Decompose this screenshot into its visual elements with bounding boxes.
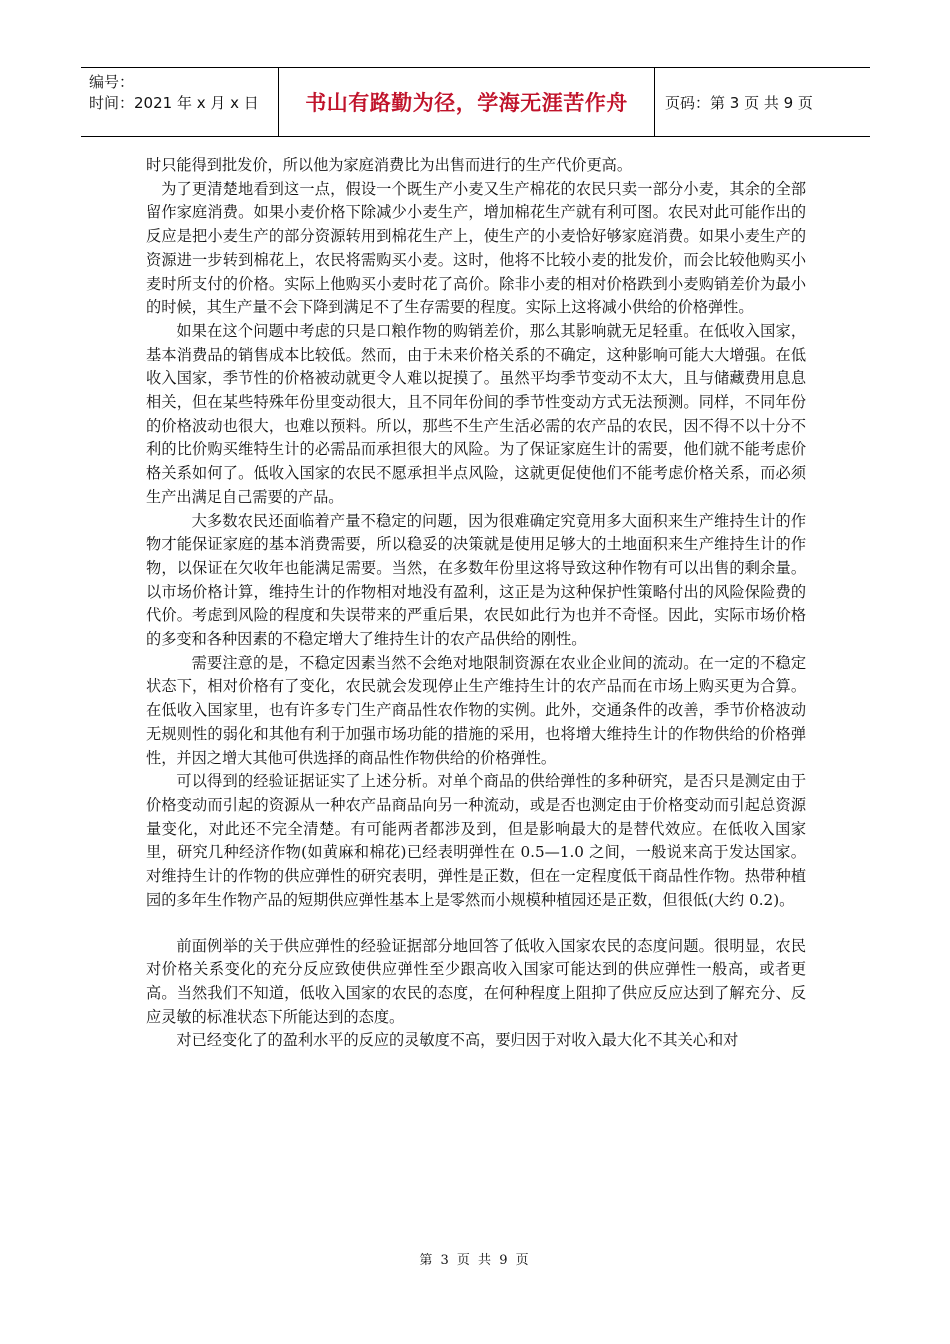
document-number-label: 编号： <box>89 73 135 91</box>
paragraph: 可以得到的经验证据证实了上述分析。对单个商品的供给弹性的多种研究，是否只是测定由于价格变动而引起的资源从一种农产品商品向另一种流动，或是否也测定由于价格变动而引起总资源量变化，对此还不完全清楚。有可能两者都涉及到，但是影响最大的是替代效应。在低收入国家里，研究几种经济作物(如黄麻和棉花)已经表明弹性在 0.5—1.0 之间，一般说来高于发达国家。对维持生计的作物的供应弹性的研究表明，弹性是正数，但在一定程度低干商品性作物。热带种植园的多年生作物产品的短期供应弹性基本上是零然而小规模种植园还是正数，但很低(大约 0.2)。 <box>146 772 806 909</box>
page-header <box>81 67 870 137</box>
paragraph: 对已经变化了的盈利水平的反应的灵敏度不高，要归因于对收入最大化不其关心和对 <box>176 1031 739 1050</box>
header-meta <box>81 68 279 136</box>
paragraph: 需要注意的是，不稳定因素当然不会绝对地限制资源在农业企业间的流动。在一定的不稳定状态下，相对价格有了变化，农民就会发现停止生产维持生计的农产品而在市场上购买更为合算。在低收入国家里，也有许多专门生产商品性农作物的实例。此外，交通条件的改善，季节价格波动无规则性的弱化和其他有利于加强市场功能的措施的采用，也将增大维持生计的作物供给的价格弹性，并因之增大其他可供选择的商品性作物供给的价格弹性。 <box>146 653 806 767</box>
paragraph: 前面例举的关于供应弹性的经验证据部分地回答了低收入国家农民的态度问题。很明显，农民对价格关系变化的充分反应致使供应弹性至少跟高收入国家可能达到的供应弹性一般高，或者更高。当然我们不知道，低收入国家的农民的态度，在何种程度上阻抑了供应反应达到了解充分、反应灵敏的标准状态下所能达到的态度。 <box>146 936 806 1026</box>
paragraph: 大多数农民还面临着产量不稳定的问题，因为很难确定究竟用多大面积来生产维持生计的作物才能保证家庭的基本消费需要，所以稳妥的决策就是使用足够大的土地面积来生产维持生计的作物，以保证在欠收年也能满足需要。当然，在多数年份里这将导致这种作物有可以出售的剩余量。以市场价格计算，维持生计的作物相对地没有盈利，这正是为这种保护性策略付出的风险保险费的代价。考虑到风险的程度和失误带来的严重后果，农民如此行为也并不奇怪。因此，实际市场价格的多变和各种因素的不稳定增大了维持生计的农产品供给的刚性。 <box>146 511 806 649</box>
paragraph: 时只能得到批发价，所以他为家庭消费比为出售而进行的生产代价更高。 <box>146 156 632 174</box>
document-date: 时间：2021 年 x 月 x 日 <box>89 94 259 112</box>
header-page-info: 页码：第 3 页 共 9 页 <box>665 93 813 112</box>
paragraph: 如果在这个问题中考虑的只是口粮作物的购销差价，那么其影响就无足轻重。在低收入国家，基本消费品的销售成本比较低。然而，由于未来价格关系的不确定，这种影响可能大大增强。在低收入国家，季节性的价格被动就更令人难以捉摸了。虽然平均季节变动不太大，且与储藏费用息息相关，但在某些特殊年份里变动很大，且不同年份间的季节性变动方式无法预测。同样，不同年份的价格波动也很大，也难以预料。所以，那些不生产生活必需的农产品的农民，因不得不以十分不利的比价购买维特生计的必需品而承担很大的风险。为了保证家庭生计的需要，他们就不能考虑价格关系如何了。低收入国家的农民不愿承担半点风险，这就更促使他们不能考虑价格关系，而必须生产出满足自己需要的产品。 <box>146 321 806 506</box>
paragraph: 为了更清楚地看到这一点，假设一个既生产小麦又生产棉花的农民只卖一部分小麦，其余的全部留作家庭消费。如果小麦价格下除减少小麦生产，增加棉花生产就有利可图。农民对此可能作出的反应是把小麦生产的部分资源转用到棉花生产上，使生产的小麦恰好够家庭消费。如果小麦生产的资源进一步转到棉花上，农民将需购买小麦。这时，他将不比较小麦的批发价，而会比较他购买小麦时所支付的价格。实际上他购买小麦时花了高价。除非小麦的相对价格跌到小麦购销差价为最小的时候，其生产量不会下降到满足不了生存需要的程度。实际上这将减小供给的价格弹性。 <box>146 179 806 317</box>
page-footer: 第 3 页 共 9 页 <box>419 1253 531 1268</box>
header-motto: 书山有路勤为径，学海无涯苦作舟 <box>279 68 655 136</box>
document-body <box>146 154 806 1053</box>
